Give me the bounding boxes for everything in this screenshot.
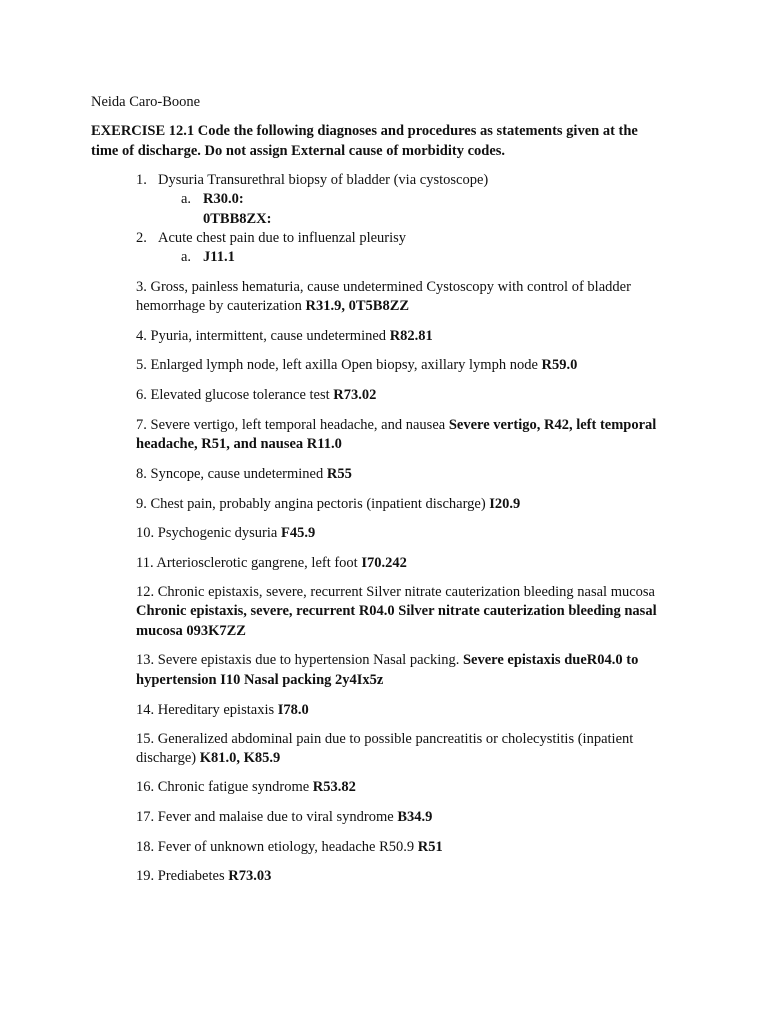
item-text: 7. Severe vertigo, left temporal headache, and nausea [136, 417, 449, 433]
item-text: 15. Generalized abdominal pain due to possible pancreatitis or cholecystitis (inpatient [136, 731, 634, 747]
item-5 [136, 356, 577, 376]
item-16 [136, 778, 356, 798]
item-7 [136, 416, 656, 436]
answer-code: 0TBB8ZX: [203, 211, 272, 227]
item-text: 11. Arteriosclerotic gangrene, left foot [136, 555, 362, 571]
answer-code: I20.9 [489, 496, 521, 512]
answer-code: R73.02 [333, 387, 377, 403]
item-text: 8. Syncope, cause undetermined [136, 466, 327, 482]
item-3-cont [136, 297, 409, 317]
item-text: 3. Gross, painless hematuria, cause undetermined Cystoscopy with control of bladder [136, 279, 631, 295]
answer-code: R51 [417, 839, 443, 855]
exercise-heading-line2: time of discharge. Do not assign External cause of morbidity codes. [91, 143, 506, 159]
item-12 [136, 583, 655, 603]
list-item-2-sub [181, 248, 235, 268]
item-8 [136, 465, 352, 485]
sub-marker: a. [181, 191, 192, 207]
item-13-cont [136, 671, 383, 691]
item-text: 9. Chest pain, probably angina pectoris (inpatient discharge) [136, 496, 490, 512]
answer-code: Severe vertigo, R42, left temporal [448, 417, 657, 433]
item-text: 12. Chronic epistaxis, severe, recurrent Silver nitrate cauterization bleeding nasal mucosa [136, 584, 655, 600]
item-text: 18. Fever of unknown etiology, headache R50.9 [136, 839, 418, 855]
answer-code: B34.9 [397, 809, 433, 825]
list-item-marker: 2. [136, 230, 147, 246]
item-text: 14. Hereditary epistaxis [136, 702, 278, 718]
list-item-1-sub-cont [203, 210, 272, 230]
list-item-text: Acute chest pain due to influenzal pleurisy [158, 230, 407, 246]
answer-code: K81.0, K85.9 [199, 750, 281, 766]
item-text: 4. Pyuria, intermittent, cause undetermined [136, 328, 390, 344]
item-text: 6. Elevated glucose tolerance test [136, 387, 334, 403]
item-12-answer-cont [136, 622, 246, 642]
item-text: 17. Fever and malaise due to viral syndrome [136, 809, 398, 825]
item-text: 19. Prediabetes [136, 868, 229, 884]
item-6 [136, 386, 376, 406]
list-item-text: Dysuria Transurethral biopsy of bladder (via cystoscope) [158, 172, 489, 188]
answer-code: F45.9 [280, 525, 316, 541]
item-4 [136, 327, 433, 347]
exercise-heading-line1: EXERCISE 12.1 Code the following diagnoses and procedures as statements given at the [91, 123, 638, 139]
answer-code: J11.1 [203, 249, 235, 265]
item-18 [136, 838, 443, 858]
answer-code: I78.0 [277, 702, 309, 718]
item-15-cont [136, 749, 280, 769]
list-item-marker: 1. [136, 172, 147, 188]
answer-code: R53.82 [312, 779, 356, 795]
item-7-cont [136, 435, 342, 455]
answer-code: R55 [326, 466, 352, 482]
answer-code: R31.9, 0T5B8ZZ [305, 298, 410, 314]
list-item-2 [136, 229, 406, 249]
item-text: 16. Chronic fatigue syndrome [136, 779, 313, 795]
list-item-1 [136, 171, 488, 191]
answer-code: mucosa 093K7ZZ [136, 623, 246, 639]
answer-code: headache, R51, and nausea R11.0 [136, 436, 342, 452]
item-text: discharge) [136, 750, 200, 766]
item-14 [136, 701, 309, 721]
author-name: Neida Caro-Boone [91, 94, 201, 110]
list-item-1-sub [181, 190, 244, 210]
item-19 [136, 867, 271, 887]
answer-code: Chronic epistaxis, severe, recurrent R04.0 Silver nitrate cauterization bleeding nasal [136, 603, 657, 619]
answer-code: Severe epistaxis dueR04.0 to [462, 652, 639, 668]
exercise-heading-cont [91, 142, 505, 162]
answer-code: R30.0: [203, 191, 244, 207]
item-text: 10. Psychogenic dysuria [136, 525, 281, 541]
item-10 [136, 524, 315, 544]
item-9 [136, 495, 520, 515]
item-text: hemorrhage by cauterization [136, 298, 306, 314]
item-3 [136, 278, 631, 298]
item-13 [136, 651, 638, 671]
answer-code: R82.81 [389, 328, 433, 344]
item-11 [136, 554, 407, 574]
item-text: 5. Enlarged lymph node, left axilla Open biopsy, axillary lymph node [136, 357, 542, 373]
answer-code: R59.0 [541, 357, 578, 373]
item-text: 13. Severe epistaxis due to hypertension Nasal packing. [136, 652, 463, 668]
item-17 [136, 808, 432, 828]
item-15 [136, 730, 633, 750]
sub-marker: a. [181, 249, 192, 265]
answer-code: hypertension I10 Nasal packing 2y4Ix5z [136, 672, 384, 688]
exercise-heading [91, 122, 638, 142]
answer-code: I70.242 [361, 555, 407, 571]
item-12-answer [136, 602, 657, 622]
answer-code: R73.03 [228, 868, 272, 884]
